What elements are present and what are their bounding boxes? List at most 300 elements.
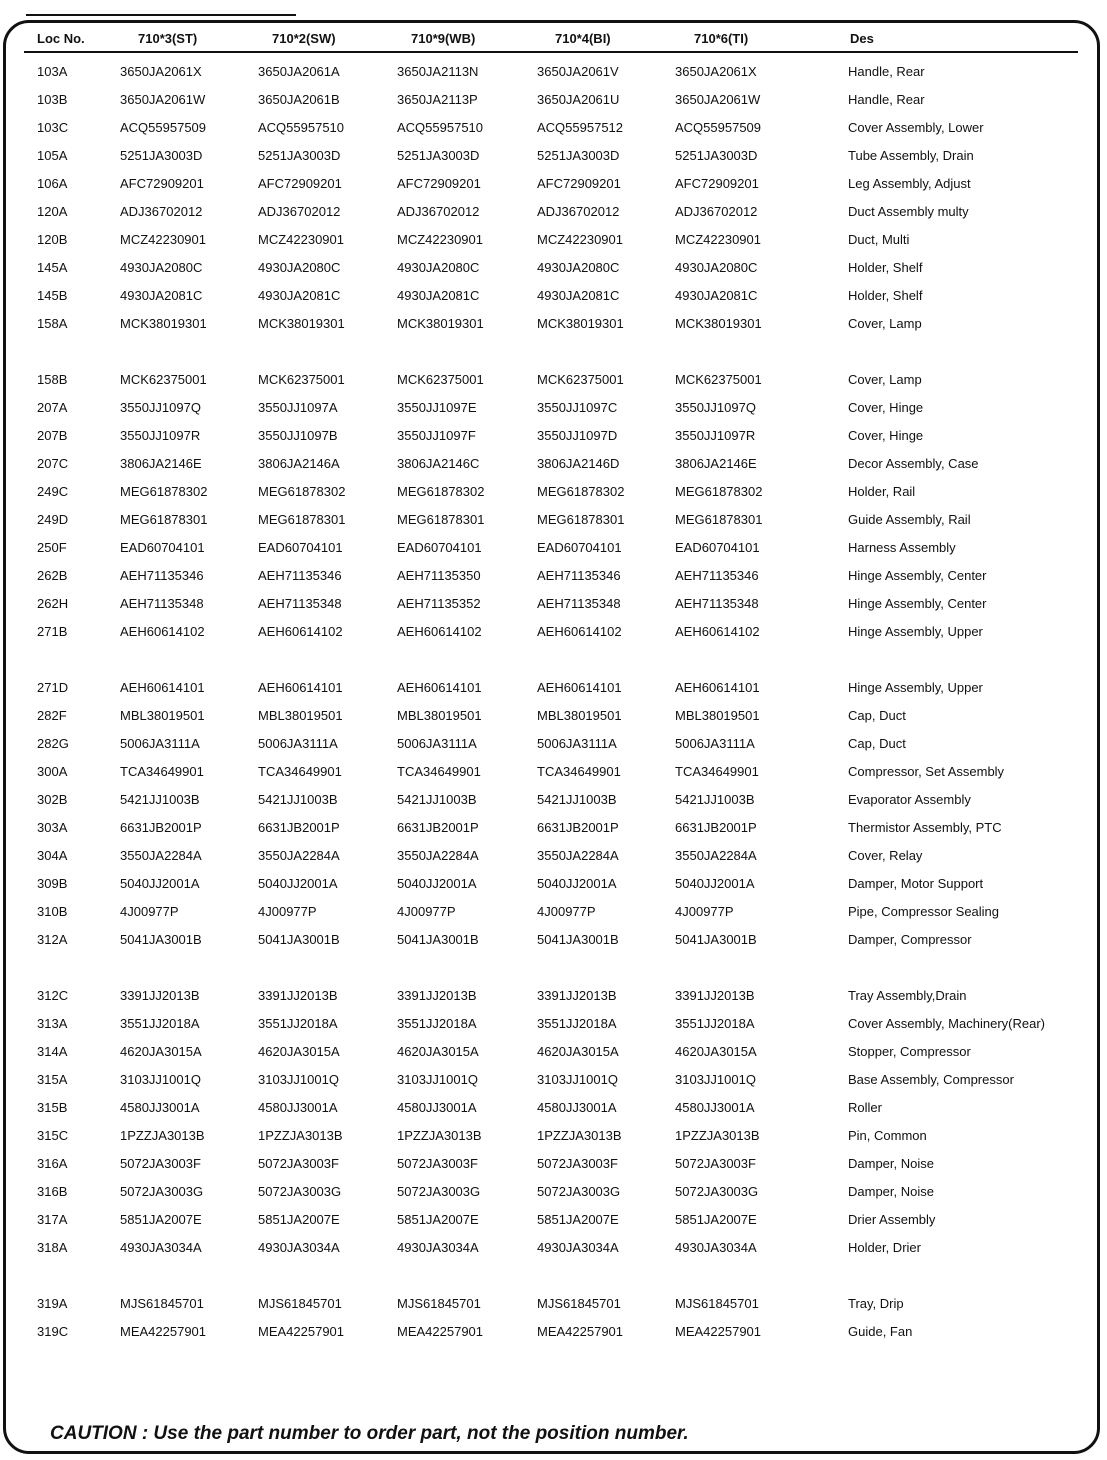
cell-part-sw: 3103JJ1001Q — [258, 1072, 339, 1087]
cell-description: Stopper, Compressor — [848, 1044, 971, 1059]
cell-part-st: 3650JA2061W — [120, 92, 206, 107]
cell-part-bi: EAD60704101 — [537, 540, 622, 555]
cell-loc-no: 309B — [37, 876, 68, 891]
cell-part-wb: MJS61845701 — [397, 1296, 481, 1311]
cell-part-wb: MBL38019501 — [397, 708, 482, 723]
cell-part-sw: 5251JA3003D — [258, 148, 341, 163]
cell-part-sw: MJS61845701 — [258, 1296, 342, 1311]
cell-loc-no: 319C — [37, 1324, 69, 1339]
cell-part-ti: 3103JJ1001Q — [675, 1072, 756, 1087]
cell-part-wb: 3550JJ1097F — [397, 428, 476, 443]
cell-description: Compressor, Set Assembly — [848, 764, 1005, 779]
cell-part-bi: AEH71135346 — [537, 568, 621, 583]
cell-part-ti: 3650JA2061X — [675, 64, 757, 79]
cell-part-bi: 5072JA3003G — [537, 1184, 621, 1199]
cell-loc-no: 315C — [37, 1128, 69, 1143]
cell-loc-no: 145A — [37, 260, 68, 275]
cell-loc-no: 103C — [37, 120, 69, 135]
cell-part-bi: MEG61878301 — [537, 512, 625, 527]
cell-part-wb: MEG61878302 — [397, 484, 485, 499]
cell-part-wb: 5421JJ1003B — [397, 792, 477, 807]
cell-part-sw: 3550JJ1097B — [258, 428, 338, 443]
cell-part-st: MEA42257901 — [120, 1324, 207, 1339]
cell-part-wb: AFC72909201 — [397, 176, 481, 191]
cell-part-st: MEG61878302 — [120, 484, 208, 499]
cell-part-wb: 5040JJ2001A — [397, 876, 477, 891]
cell-part-st: 4620JA3015A — [120, 1044, 202, 1059]
cell-part-bi: 3650JA2061U — [537, 92, 620, 107]
cell-description: Guide Assembly, Rail — [848, 512, 971, 527]
table-row — [0, 1322, 1107, 1342]
cell-part-st: 3806JA2146E — [120, 456, 202, 471]
table-row — [0, 314, 1107, 334]
cell-loc-no: 316B — [37, 1184, 68, 1199]
cell-part-ti: 4930JA2081C — [675, 288, 758, 303]
cell-part-wb: AEH71135352 — [397, 596, 481, 611]
cell-part-sw: MEA42257901 — [258, 1324, 345, 1339]
cell-description: Guide, Fan — [848, 1324, 913, 1339]
cell-part-st: AEH60614102 — [120, 624, 205, 639]
cell-part-bi: 5421JJ1003B — [537, 792, 617, 807]
cell-description: Cover Assembly, Machinery(Rear) — [848, 1016, 1045, 1031]
cell-part-bi: 4620JA3015A — [537, 1044, 619, 1059]
cell-part-wb: ACQ55957510 — [397, 120, 484, 135]
cell-part-bi: AFC72909201 — [537, 176, 621, 191]
cell-part-wb: MCK62375001 — [397, 372, 484, 387]
header-description: Des — [850, 31, 874, 46]
cell-part-bi: 6631JB2001P — [537, 820, 619, 835]
cell-description: Duct, Multi — [848, 232, 910, 247]
table-row — [0, 902, 1107, 922]
cell-part-st: 4580JJ3001A — [120, 1100, 200, 1115]
table-row — [0, 1294, 1107, 1314]
cell-part-st: 1PZZJA3013B — [120, 1128, 205, 1143]
cell-part-ti: MEA42257901 — [675, 1324, 762, 1339]
cell-part-sw: 3650JA2061B — [258, 92, 340, 107]
header-710-9-wb: 710*9(WB) — [411, 31, 476, 46]
cell-part-ti: 5006JA3111A — [675, 736, 755, 751]
cell-loc-no: 317A — [37, 1212, 68, 1227]
cell-part-st: MEG61878301 — [120, 512, 208, 527]
cell-loc-no: 314A — [37, 1044, 68, 1059]
table-row — [0, 1182, 1107, 1202]
cell-part-bi: 5041JA3001B — [537, 932, 619, 947]
table-row — [0, 1210, 1107, 1230]
cell-loc-no: 250F — [37, 540, 67, 555]
cell-part-wb: MEA42257901 — [397, 1324, 484, 1339]
cell-loc-no: 145B — [37, 288, 68, 303]
cell-part-sw: 5040JJ2001A — [258, 876, 338, 891]
cell-description: Cover, Relay — [848, 848, 923, 863]
cell-part-sw: 5006JA3111A — [258, 736, 338, 751]
cell-part-wb: 1PZZJA3013B — [397, 1128, 482, 1143]
cell-part-st: AFC72909201 — [120, 176, 204, 191]
cell-part-ti: 4580JJ3001A — [675, 1100, 755, 1115]
cell-part-wb: MCK38019301 — [397, 316, 484, 331]
cell-part-bi: MEG61878302 — [537, 484, 625, 499]
cell-part-wb: 3551JJ2018A — [397, 1016, 477, 1031]
cell-loc-no: 313A — [37, 1016, 68, 1031]
cell-part-bi: 5006JA3111A — [537, 736, 617, 751]
cell-part-sw: 5041JA3001B — [258, 932, 340, 947]
cell-part-sw: 5072JA3003F — [258, 1156, 339, 1171]
cell-loc-no: 158A — [37, 316, 68, 331]
cell-loc-no: 318A — [37, 1240, 68, 1255]
cell-description: Cover Assembly, Lower — [848, 120, 984, 135]
caution-note: CAUTION : Use the part number to order part, not the position number. — [50, 1423, 689, 1444]
table-row — [0, 986, 1107, 1006]
cell-part-st: ACQ55957509 — [120, 120, 207, 135]
cell-description: Tube Assembly, Drain — [848, 148, 974, 163]
cell-part-st: MBL38019501 — [120, 708, 205, 723]
cell-loc-no: 300A — [37, 764, 68, 779]
cell-description: Tray Assembly,Drain — [848, 988, 967, 1003]
cell-part-ti: 5072JA3003G — [675, 1184, 759, 1199]
cell-description: Pin, Common — [848, 1128, 927, 1143]
table-row — [0, 818, 1107, 838]
cell-part-sw: 4620JA3015A — [258, 1044, 340, 1059]
cell-loc-no: 271B — [37, 624, 68, 639]
cell-part-st: AEH71135348 — [120, 596, 204, 611]
cell-description: Handle, Rear — [848, 64, 925, 79]
cell-part-st: 5072JA3003G — [120, 1184, 204, 1199]
table-row — [0, 930, 1107, 950]
cell-part-bi: MBL38019501 — [537, 708, 622, 723]
cell-description: Cover, Lamp — [848, 316, 922, 331]
cell-part-bi: MEA42257901 — [537, 1324, 624, 1339]
header-710-2-sw: 710*2(SW) — [272, 31, 336, 46]
cell-part-bi: 3806JA2146D — [537, 456, 620, 471]
cell-part-bi: 4580JJ3001A — [537, 1100, 617, 1115]
cell-description: Damper, Noise — [848, 1184, 934, 1199]
cell-description: Handle, Rear — [848, 92, 925, 107]
cell-part-wb: 3391JJ2013B — [397, 988, 477, 1003]
cell-part-bi: 5040JJ2001A — [537, 876, 617, 891]
table-row — [0, 762, 1107, 782]
cell-part-st: 3650JA2061X — [120, 64, 202, 79]
cell-part-ti: 5041JA3001B — [675, 932, 757, 947]
cell-description: Evaporator Assembly — [848, 792, 971, 807]
cell-part-sw: 4580JJ3001A — [258, 1100, 338, 1115]
cell-description: Cap, Duct — [848, 708, 906, 723]
cell-part-ti: MJS61845701 — [675, 1296, 759, 1311]
cell-part-ti: 3550JA2284A — [675, 848, 757, 863]
cell-part-st: 5421JJ1003B — [120, 792, 200, 807]
cell-part-ti: AEH60614101 — [675, 680, 760, 695]
cell-part-st: 3550JJ1097Q — [120, 400, 201, 415]
cell-part-ti: MEG61878302 — [675, 484, 763, 499]
cell-part-sw: ACQ55957510 — [258, 120, 345, 135]
cell-part-ti: AEH71135348 — [675, 596, 759, 611]
cell-part-sw: TCA34649901 — [258, 764, 342, 779]
cell-loc-no: 262B — [37, 568, 68, 583]
cell-description: Damper, Compressor — [848, 932, 972, 947]
cell-part-ti: MCK62375001 — [675, 372, 762, 387]
cell-description: Cover, Hinge — [848, 400, 924, 415]
cell-loc-no: 249C — [37, 484, 69, 499]
cell-description: Cover, Lamp — [848, 372, 922, 387]
cell-part-sw: 1PZZJA3013B — [258, 1128, 343, 1143]
cell-part-bi: 3551JJ2018A — [537, 1016, 617, 1031]
cell-part-bi: MCK62375001 — [537, 372, 624, 387]
cell-part-ti: 5072JA3003F — [675, 1156, 756, 1171]
table-row — [0, 1098, 1107, 1118]
cell-part-ti: 3550JJ1097Q — [675, 400, 756, 415]
cell-description: Holder, Rail — [848, 484, 916, 499]
header-loc-no: Loc No. — [37, 31, 85, 46]
table-row — [0, 146, 1107, 166]
table-row — [0, 1126, 1107, 1146]
cell-loc-no: 207B — [37, 428, 68, 443]
table-row — [0, 426, 1107, 446]
cell-part-st: ADJ36702012 — [120, 204, 203, 219]
cell-part-sw: MCK62375001 — [258, 372, 345, 387]
cell-part-bi: 3550JJ1097C — [537, 400, 618, 415]
cell-part-wb: 5072JA3003F — [397, 1156, 478, 1171]
cell-part-st: 5851JA2007E — [120, 1212, 202, 1227]
cell-loc-no: 304A — [37, 848, 68, 863]
cell-part-bi: MCK38019301 — [537, 316, 624, 331]
cell-part-st: 3550JA2284A — [120, 848, 202, 863]
cell-loc-no: 312C — [37, 988, 69, 1003]
cell-part-sw: AEH60614102 — [258, 624, 343, 639]
table-row — [0, 846, 1107, 866]
cell-part-ti: AEH60614102 — [675, 624, 760, 639]
cell-part-st: MCK38019301 — [120, 316, 207, 331]
cell-part-sw: AEH60614101 — [258, 680, 343, 695]
cell-part-sw: 4930JA2080C — [258, 260, 341, 275]
cell-part-ti: 3391JJ2013B — [675, 988, 755, 1003]
cell-part-sw: AFC72909201 — [258, 176, 342, 191]
cell-loc-no: 103B — [37, 92, 68, 107]
cell-part-ti: 3650JA2061W — [675, 92, 761, 107]
cell-description: Base Assembly, Compressor — [848, 1072, 1014, 1087]
cell-loc-no: 158B — [37, 372, 68, 387]
header-710-3-st: 710*3(ST) — [138, 31, 198, 46]
table-row — [0, 202, 1107, 222]
cell-loc-no: 282G — [37, 736, 69, 751]
cell-loc-no: 316A — [37, 1156, 68, 1171]
table-row — [0, 174, 1107, 194]
cell-part-ti: MEG61878301 — [675, 512, 763, 527]
cell-part-sw: 5421JJ1003B — [258, 792, 338, 807]
cell-part-bi: 5072JA3003F — [537, 1156, 618, 1171]
table-row — [0, 1070, 1107, 1090]
table-row — [0, 538, 1107, 558]
cell-part-ti: 4930JA3034A — [675, 1240, 757, 1255]
cell-part-sw: EAD60704101 — [258, 540, 343, 555]
cell-loc-no: 315A — [37, 1072, 68, 1087]
cell-part-ti: ADJ36702012 — [675, 204, 758, 219]
cell-part-st: AEH60614101 — [120, 680, 205, 695]
cell-part-wb: 3806JA2146C — [397, 456, 480, 471]
table-row — [0, 398, 1107, 418]
cell-part-st: MCK62375001 — [120, 372, 207, 387]
table-row — [0, 258, 1107, 278]
cell-part-ti: 4930JA2080C — [675, 260, 758, 275]
table-row — [0, 734, 1107, 754]
cell-part-sw: 3550JA2284A — [258, 848, 340, 863]
table-row — [0, 230, 1107, 250]
cell-description: Holder, Drier — [848, 1240, 921, 1255]
cell-description: Holder, Shelf — [848, 260, 923, 275]
cell-part-st: 3103JJ1001Q — [120, 1072, 201, 1087]
table-row — [0, 1154, 1107, 1174]
cell-part-wb: 4930JA3034A — [397, 1240, 479, 1255]
cell-part-ti: AEH71135346 — [675, 568, 759, 583]
cell-part-bi: 4J00977P — [537, 904, 596, 919]
cell-loc-no: 319A — [37, 1296, 68, 1311]
cell-part-st: MJS61845701 — [120, 1296, 204, 1311]
table-row — [0, 678, 1107, 698]
cell-part-wb: 3103JJ1001Q — [397, 1072, 478, 1087]
cell-part-sw: ADJ36702012 — [258, 204, 341, 219]
cell-description: Holder, Shelf — [848, 288, 923, 303]
cell-loc-no: 120A — [37, 204, 68, 219]
cell-part-bi: 3550JJ1097D — [537, 428, 618, 443]
cell-loc-no: 282F — [37, 708, 67, 723]
cell-description: Damper, Motor Support — [848, 876, 984, 891]
table-row — [0, 90, 1107, 110]
cell-description: Hinge Assembly, Center — [848, 568, 987, 583]
cell-part-bi: ADJ36702012 — [537, 204, 620, 219]
cell-part-bi: TCA34649901 — [537, 764, 621, 779]
cell-description: Damper, Noise — [848, 1156, 934, 1171]
cell-loc-no: 249D — [37, 512, 69, 527]
cell-part-st: MCZ42230901 — [120, 232, 206, 247]
cell-loc-no: 302B — [37, 792, 68, 807]
cell-part-st: 4930JA3034A — [120, 1240, 202, 1255]
cell-part-ti: AFC72909201 — [675, 176, 759, 191]
cell-part-wb: ADJ36702012 — [397, 204, 480, 219]
cell-part-wb: 4930JA2080C — [397, 260, 480, 275]
cell-part-bi: 3103JJ1001Q — [537, 1072, 618, 1087]
cell-part-wb: 5851JA2007E — [397, 1212, 479, 1227]
cell-part-sw: 5072JA3003G — [258, 1184, 342, 1199]
cell-part-st: 5040JJ2001A — [120, 876, 200, 891]
cell-part-wb: 6631JB2001P — [397, 820, 479, 835]
cell-part-bi: AEH60614102 — [537, 624, 622, 639]
cell-part-sw: 6631JB2001P — [258, 820, 340, 835]
cell-description: Hinge Assembly, Upper — [848, 680, 983, 695]
cell-part-wb: MCZ42230901 — [397, 232, 483, 247]
cell-part-ti: 5040JJ2001A — [675, 876, 755, 891]
cell-loc-no: 262H — [37, 596, 69, 611]
cell-part-bi: 4930JA2080C — [537, 260, 620, 275]
table-row — [0, 1238, 1107, 1258]
cell-description: Duct Assembly multy — [848, 204, 969, 219]
table-row — [0, 874, 1107, 894]
cell-part-wb: 4580JJ3001A — [397, 1100, 477, 1115]
cell-part-st: 4930JA2081C — [120, 288, 203, 303]
cell-part-sw: 3550JJ1097A — [258, 400, 338, 415]
cell-part-sw: MEG61878301 — [258, 512, 346, 527]
cell-part-wb: 4J00977P — [397, 904, 456, 919]
header-divider — [24, 51, 1078, 53]
cell-part-bi: 4930JA2081C — [537, 288, 620, 303]
cell-loc-no: 106A — [37, 176, 68, 191]
cell-part-ti: 3550JJ1097R — [675, 428, 756, 443]
cell-part-wb: 3650JA2113P — [397, 92, 478, 107]
cell-description: Hinge Assembly, Upper — [848, 624, 983, 639]
cell-part-wb: MEG61878301 — [397, 512, 485, 527]
table-row — [0, 790, 1107, 810]
cell-loc-no: 207A — [37, 400, 68, 415]
cell-part-sw: 4930JA3034A — [258, 1240, 340, 1255]
cell-part-wb: EAD60704101 — [397, 540, 482, 555]
table-row — [0, 62, 1107, 82]
cell-part-bi: 1PZZJA3013B — [537, 1128, 622, 1143]
cell-loc-no: 303A — [37, 820, 68, 835]
header-710-6-ti: 710*6(TI) — [694, 31, 749, 46]
cell-part-bi: 5251JA3003D — [537, 148, 620, 163]
cell-part-sw: 3391JJ2013B — [258, 988, 338, 1003]
cell-part-bi: 4930JA3034A — [537, 1240, 619, 1255]
cell-part-wb: 5251JA3003D — [397, 148, 480, 163]
cell-part-ti: 6631JB2001P — [675, 820, 757, 835]
cell-part-st: 5006JA3111A — [120, 736, 200, 751]
table-row — [0, 566, 1107, 586]
cell-part-ti: EAD60704101 — [675, 540, 760, 555]
table-row — [0, 454, 1107, 474]
cell-part-wb: 4620JA3015A — [397, 1044, 479, 1059]
cell-part-st: 3551JJ2018A — [120, 1016, 200, 1031]
cell-loc-no: 312A — [37, 932, 68, 947]
cell-description: Roller — [848, 1100, 882, 1115]
cell-part-bi: MCZ42230901 — [537, 232, 623, 247]
cell-part-st: 5251JA3003D — [120, 148, 203, 163]
cell-part-sw: 3551JJ2018A — [258, 1016, 338, 1031]
cell-part-sw: MCZ42230901 — [258, 232, 344, 247]
cell-part-sw: 5851JA2007E — [258, 1212, 340, 1227]
cell-part-wb: AEH60614102 — [397, 624, 482, 639]
table-row — [0, 510, 1107, 530]
cell-loc-no: 103A — [37, 64, 68, 79]
cell-part-ti: 3806JA2146E — [675, 456, 757, 471]
cell-description: Hinge Assembly, Center — [848, 596, 987, 611]
cell-part-ti: 4J00977P — [675, 904, 734, 919]
table-row — [0, 1042, 1107, 1062]
table-row — [0, 482, 1107, 502]
cell-part-wb: 5041JA3001B — [397, 932, 479, 947]
cell-part-st: AEH71135346 — [120, 568, 204, 583]
cell-part-ti: 4620JA3015A — [675, 1044, 757, 1059]
cell-part-wb: 3550JJ1097E — [397, 400, 477, 415]
cell-loc-no: 120B — [37, 232, 68, 247]
cell-part-wb: TCA34649901 — [397, 764, 481, 779]
table-row — [0, 594, 1107, 614]
cell-part-st: EAD60704101 — [120, 540, 205, 555]
cell-part-sw: 4930JA2081C — [258, 288, 341, 303]
cell-part-ti: TCA34649901 — [675, 764, 759, 779]
cell-part-wb: AEH71135350 — [397, 568, 481, 583]
cell-part-sw: MBL38019501 — [258, 708, 343, 723]
cell-part-sw: MEG61878302 — [258, 484, 346, 499]
cell-loc-no: 105A — [37, 148, 68, 163]
cell-part-st: 6631JB2001P — [120, 820, 202, 835]
cell-part-sw: AEH71135348 — [258, 596, 342, 611]
cell-loc-no: 207C — [37, 456, 69, 471]
cell-part-sw: 3806JA2146A — [258, 456, 340, 471]
cell-description: Decor Assembly, Case — [848, 456, 979, 471]
cell-description: Drier Assembly — [848, 1212, 936, 1227]
cell-part-st: 4J00977P — [120, 904, 179, 919]
cell-part-bi: 3391JJ2013B — [537, 988, 617, 1003]
cell-description: Cover, Hinge — [848, 428, 924, 443]
table-row — [0, 706, 1107, 726]
cell-loc-no: 271D — [37, 680, 69, 695]
cell-loc-no: 315B — [37, 1100, 68, 1115]
